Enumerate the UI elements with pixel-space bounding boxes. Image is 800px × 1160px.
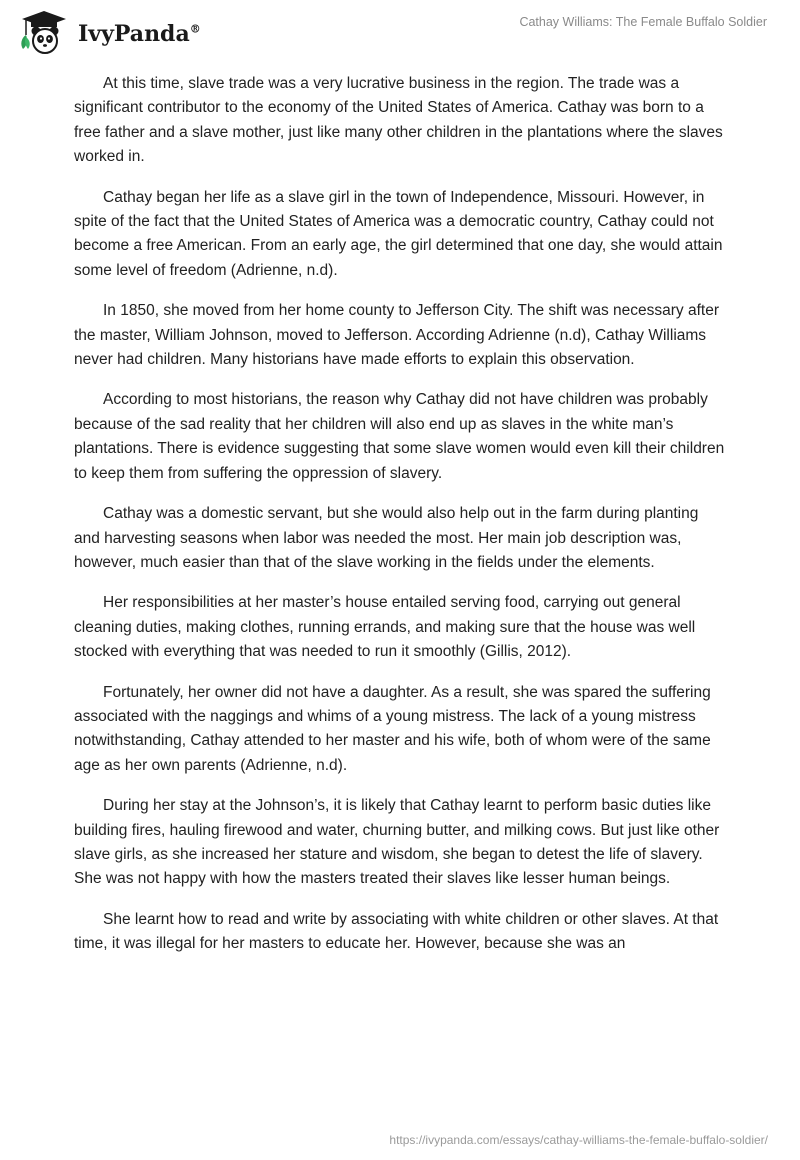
paragraph: Fortunately, her owner did not have a daughter. As a result, she was spared the suffering associated with the naggings and whims of a young mistress. The lack of a young mistress notwithstanding, Cathay attended to her master and his wife, both of whom were of the same age as her own parents (Adrienne, n.d). bbox=[74, 683, 711, 774]
source-url-link[interactable]: https://ivypanda.com/essays/cathay-williams-the-female-buffalo-soldier/ bbox=[389, 1133, 768, 1147]
logo-wordmark: IvyPanda® bbox=[78, 21, 201, 47]
essay-body bbox=[74, 70, 726, 973]
paragraph: In 1850, she moved from her home county to Jefferson City. The shift was necessary after the master, William Johnson, moved to Jefferson. According Adrienne (n.d), Cathay Williams never had children. Many historians have made efforts to explain this observation. bbox=[74, 302, 719, 369]
paragraph: At this time, slave trade was a very lucrative business in the region. The trade was a significant contributor to the economy of the United States of America. Cathay was born to a free father and a slave mother, just like many other children in the plantations where the slaves worked in. bbox=[74, 75, 723, 166]
page-header bbox=[0, 0, 800, 70]
panda-graduate-icon bbox=[14, 8, 72, 56]
ivypanda-logo[interactable] bbox=[14, 8, 201, 56]
document-title: Cathay Williams: The Female Buffalo Soldier bbox=[519, 15, 767, 29]
paragraph: Her responsibilities at her master’s house entailed serving food, carrying out general cleaning duties, making clothes, running errands, and making sure that the house was well stocked with everything that was needed to run it smoothly (Gillis, 2012). bbox=[74, 594, 696, 661]
paragraph: Cathay was a domestic servant, but she would also help out in the farm during planting and harvesting seasons when labor was needed the most. Her main job description was, however, much easier than that of the slave working in the fields under the elements. bbox=[74, 505, 699, 571]
paragraph: She learnt how to read and write by associating with white children or other slaves. At that time, it was illegal for her masters to educate her. However, because she was an bbox=[74, 910, 719, 953]
paragraph: Cathay began her life as a slave girl in the town of Independence, Missouri. However, in spite of the fact that the United States of America was a democratic country, Cathay could not become a free American. From an early age, the girl determined that one day, she would attain some level of freedom (Adrienne, n.d). bbox=[74, 188, 723, 279]
paragraph: During her stay at the Johnson’s, it is likely that Cathay learnt to perform basic duties like building fires, hauling firewood and water, churning butter, and milking cows. But just like other slave girls, as she increased her stature and wisdom, she began to detest the life of slavery. She was not happy with how the masters treated their slaves like lesser human beings. bbox=[74, 797, 720, 888]
paragraph: According to most historians, the reason why Cathay did not have children was probably because of the sad reality that her children will also end up as slaves in the white man’s plantations. There is evidence suggesting that some slave women would even kill their children to keep them from suffering the oppression of slavery. bbox=[74, 391, 725, 482]
